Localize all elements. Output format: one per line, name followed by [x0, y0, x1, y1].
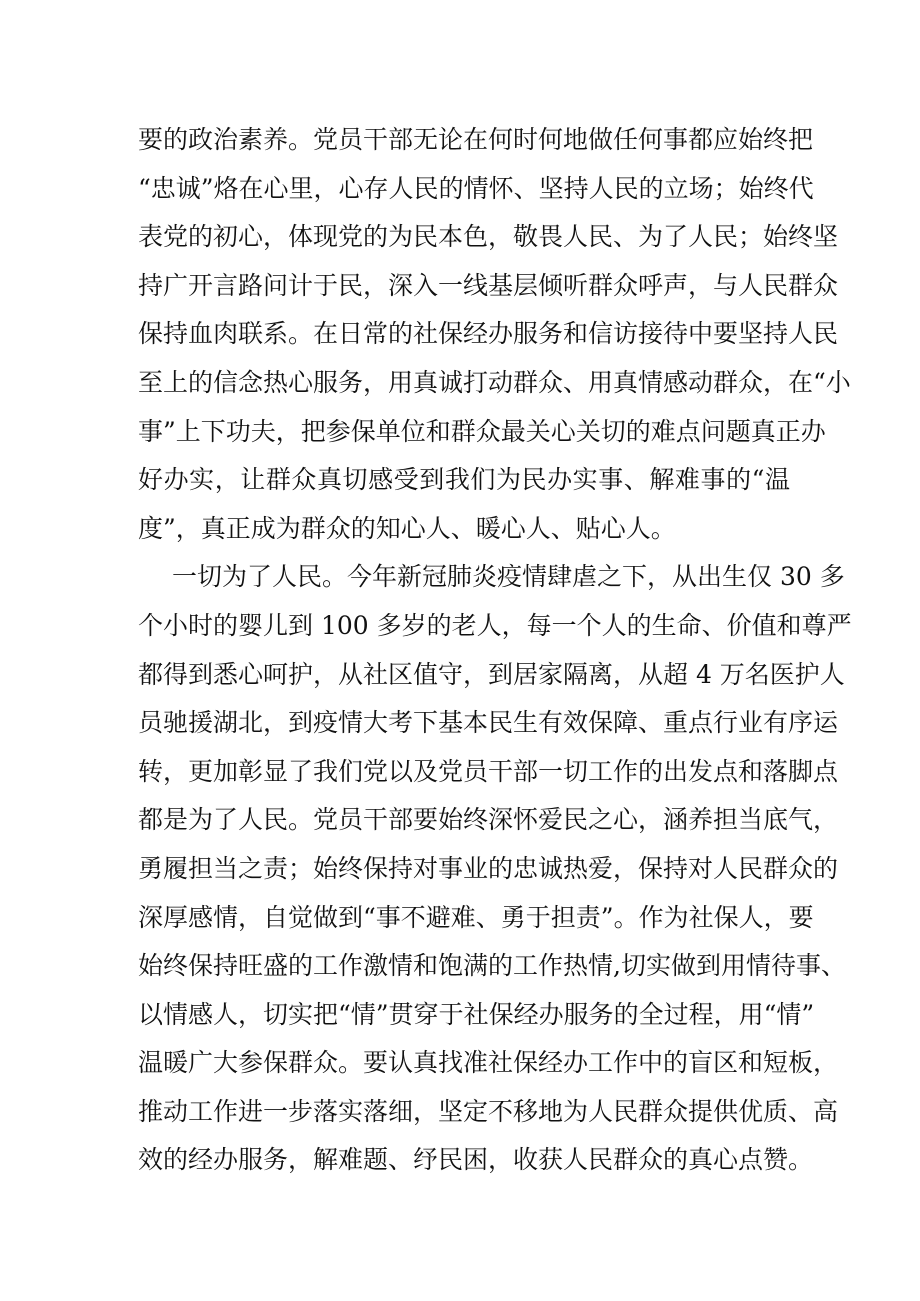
text-line: 都得到悉心呵护，从社区值守，到居家隔离，从超 4 万名医护人 — [138, 659, 845, 689]
paragraph-1 — [138, 116, 851, 553]
document-body — [138, 116, 852, 1185]
text-line: 温暖广大参保群众。要认真找准社保经办工作中的盲区和短板， — [138, 1048, 839, 1078]
text-line: 至上的信念热心服务，用真诚打动群众、用真情感动群众，在“小 — [138, 367, 851, 397]
text-line: 事”上下功夫，把参保单位和群众最关心关切的难点问题真正办 — [138, 416, 826, 446]
text-line: 持广开言路问计于民，深入一线基层倾听群众呼声，与人民群众 — [138, 270, 839, 300]
text-line: 以情感人，切实把“情”贯穿于社保经办服务的全过程，用“情” — [138, 999, 815, 1029]
text-line: 效的经办服务，解难题、纾民困，收获人民群众的真心点赞。 — [138, 1145, 814, 1175]
text-line: 好办实，让群众真切感受到我们为民办实事、解难事的“温 — [138, 465, 790, 495]
text-line: 表党的初心，体现党的为民本色，敬畏人民、为了人民；始终坚 — [138, 222, 839, 252]
text-line: 个小时的婴儿到 100 多岁的老人，每一个人的生命、价值和尊严 — [138, 610, 852, 640]
text-line: 都是为了人民。党员干部要始终深怀爱民之心，涵养担当底气， — [138, 805, 839, 835]
text-line: 一切为了人民。今年新冠肺炎疫情肆虐之下，从出生仅 30 多 — [172, 562, 845, 592]
text-line: 保持血肉联系。在日常的社保经办服务和信访接待中要坚持人民 — [138, 319, 839, 349]
text-line: “忠诚”烙在心里，心存人民的情怀、坚持人民的立场；始终代 — [138, 173, 814, 203]
text-line: 推动工作进一步落实落细，坚定不移地为人民群众提供优质、高 — [138, 1096, 839, 1126]
paragraph-2 — [138, 553, 852, 1185]
text-line: 转，更加彰显了我们党以及党员干部一切工作的出发点和落脚点 — [138, 756, 839, 786]
text-line: 要的政治素养。党员干部无论在何时何地做任何事都应始终把 — [138, 125, 814, 154]
text-line: 深厚感情，自觉做到“事不避难、勇于担责”。作为社保人，要 — [138, 902, 814, 932]
text-line: 勇履担当之责；始终保持对事业的忠诚热爱，保持对人民群众的 — [138, 853, 839, 883]
text-line: 始终保持旺盛的工作激情和饱满的工作热情,切实做到用情待事、 — [138, 951, 846, 981]
text-line: 员驰援湖北，到疫情大考下基本民生有效保障、重点行业有序运 — [138, 708, 839, 738]
text-line: 度”，真正成为群众的知心人、暖心人、贴心人。 — [138, 513, 676, 543]
